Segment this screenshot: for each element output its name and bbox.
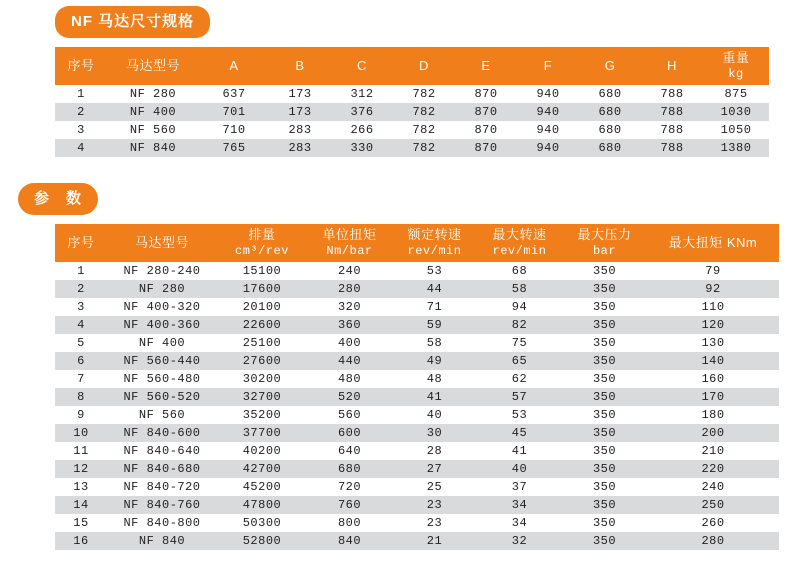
col-header-main: D [419, 57, 429, 73]
cell: 32700 [217, 388, 307, 406]
cell: 350 [562, 496, 647, 514]
cell: 37 [477, 478, 562, 496]
col-header-unit: rev/min [407, 243, 462, 258]
cell: 260 [647, 514, 779, 532]
section-title-label: 参 数 [18, 183, 98, 215]
table-row [55, 352, 779, 370]
cell: 58 [477, 280, 562, 298]
cell: 110 [647, 298, 779, 316]
cell: 350 [562, 388, 647, 406]
parameters-table-wrapper [55, 224, 779, 550]
table-row [55, 103, 769, 121]
cell: 58 [392, 334, 477, 352]
cell: 765 [199, 139, 269, 157]
table-row [55, 262, 779, 280]
cell: 940 [517, 85, 579, 103]
cell: NF 560-480 [107, 370, 217, 388]
cell: 280 [647, 532, 779, 550]
table-row [55, 442, 779, 460]
section-title-dimensions [55, 6, 210, 38]
cell: 27600 [217, 352, 307, 370]
cell: 1380 [703, 139, 769, 157]
cell: 350 [562, 334, 647, 352]
cell: 782 [393, 121, 455, 139]
col-header-main: 最大压力 [577, 227, 632, 242]
cell: 312 [331, 85, 393, 103]
col-header-main: F [543, 57, 553, 73]
cell: 49 [392, 352, 477, 370]
cell: 34 [477, 514, 562, 532]
cell: 6 [55, 352, 107, 370]
cell: 680 [579, 139, 641, 157]
table-row [55, 496, 779, 514]
cell: 680 [579, 121, 641, 139]
cell: 400 [307, 334, 392, 352]
cell: 788 [641, 121, 703, 139]
cell: 240 [307, 262, 392, 280]
cell: 9 [55, 406, 107, 424]
cell: NF 400 [107, 103, 199, 121]
col-header-main: 马达型号 [125, 57, 180, 73]
col-header [562, 224, 647, 262]
cell: NF 840-640 [107, 442, 217, 460]
cell: 3 [55, 298, 107, 316]
cell: 870 [455, 85, 517, 103]
cell: 350 [562, 352, 647, 370]
cell: 13 [55, 478, 107, 496]
cell: 788 [641, 139, 703, 157]
dimensions-table [55, 47, 769, 157]
cell: 65 [477, 352, 562, 370]
cell: 4 [55, 139, 107, 157]
col-header [269, 47, 331, 85]
cell: NF 280-240 [107, 262, 217, 280]
cell: 71 [392, 298, 477, 316]
cell: 350 [562, 442, 647, 460]
cell: 160 [647, 370, 779, 388]
col-header [579, 47, 641, 85]
table-row [55, 370, 779, 388]
cell: 710 [199, 121, 269, 139]
cell: 376 [331, 103, 393, 121]
cell: 10 [55, 424, 107, 442]
cell: 680 [579, 85, 641, 103]
col-header [703, 47, 769, 85]
cell: 800 [307, 514, 392, 532]
cell: 870 [455, 139, 517, 157]
col-header [55, 47, 107, 85]
table-row [55, 139, 769, 157]
cell: 350 [562, 514, 647, 532]
cell: 637 [199, 85, 269, 103]
cell: 12 [55, 460, 107, 478]
table-row [55, 406, 779, 424]
cell: 210 [647, 442, 779, 460]
cell: 57 [477, 388, 562, 406]
cell: 32 [477, 532, 562, 550]
col-header-main: 排量 [248, 227, 276, 242]
cell: 34 [477, 496, 562, 514]
table-header-row [55, 224, 779, 262]
cell: NF 400 [107, 334, 217, 352]
cell: 782 [393, 139, 455, 157]
cell: 68 [477, 262, 562, 280]
cell: NF 840 [107, 532, 217, 550]
cell: 760 [307, 496, 392, 514]
table-row [55, 121, 769, 139]
cell: 170 [647, 388, 779, 406]
cell: NF 840-760 [107, 496, 217, 514]
cell: 23 [392, 514, 477, 532]
cell: 173 [269, 85, 331, 103]
col-header-main: 马达型号 [134, 234, 189, 250]
cell: 5 [55, 334, 107, 352]
cell: 2 [55, 103, 107, 121]
cell: 782 [393, 103, 455, 121]
col-header-main: H [667, 57, 677, 73]
col-header-unit: bar [592, 243, 617, 258]
col-header [217, 224, 307, 262]
cell: NF 840-680 [107, 460, 217, 478]
cell: 240 [647, 478, 779, 496]
cell: 940 [517, 103, 579, 121]
cell: NF 560 [107, 406, 217, 424]
cell: 16 [55, 532, 107, 550]
col-header [331, 47, 393, 85]
col-header-main: 单位扭矩 [322, 227, 377, 242]
cell: 40 [392, 406, 477, 424]
cell: 2 [55, 280, 107, 298]
cell: 640 [307, 442, 392, 460]
cell: 280 [307, 280, 392, 298]
table-row [55, 424, 779, 442]
section-title-label: NF 马达尺寸规格 [55, 6, 210, 38]
col-header-main: 重量 [722, 50, 750, 65]
section-title-parameters [18, 183, 98, 215]
cell: 360 [307, 316, 392, 334]
col-header [107, 47, 199, 85]
cell: NF 840 [107, 139, 199, 157]
cell: 8 [55, 388, 107, 406]
cell: 350 [562, 370, 647, 388]
cell: 680 [579, 103, 641, 121]
cell: 40200 [217, 442, 307, 460]
cell: NF 560-440 [107, 352, 217, 370]
cell: 782 [393, 85, 455, 103]
col-header-main: 额定转速 [407, 227, 462, 242]
cell: 840 [307, 532, 392, 550]
table-row [55, 388, 779, 406]
table-row [55, 334, 779, 352]
col-header [199, 47, 269, 85]
cell: 140 [647, 352, 779, 370]
cell: 17600 [217, 280, 307, 298]
col-header [307, 224, 392, 262]
cell: 47800 [217, 496, 307, 514]
col-header-main: 最大转速 [492, 227, 547, 242]
cell: 25 [392, 478, 477, 496]
cell: 560 [307, 406, 392, 424]
cell: 48 [392, 370, 477, 388]
cell: NF 280 [107, 280, 217, 298]
dimensions-table-body [55, 85, 769, 157]
cell: NF 560-520 [107, 388, 217, 406]
cell: 788 [641, 85, 703, 103]
cell: 680 [307, 460, 392, 478]
cell: 25100 [217, 334, 307, 352]
cell: NF 560 [107, 121, 199, 139]
cell: 45 [477, 424, 562, 442]
cell: 52800 [217, 532, 307, 550]
cell: 7 [55, 370, 107, 388]
cell: 42700 [217, 460, 307, 478]
cell: 788 [641, 103, 703, 121]
cell: 20100 [217, 298, 307, 316]
col-header [455, 47, 517, 85]
col-header-main: 序号 [67, 57, 95, 73]
cell: 28 [392, 442, 477, 460]
cell: 350 [562, 406, 647, 424]
cell: 480 [307, 370, 392, 388]
cell: 870 [455, 103, 517, 121]
cell: 1050 [703, 121, 769, 139]
cell: 35200 [217, 406, 307, 424]
col-header [55, 224, 107, 262]
parameters-table-body [55, 262, 779, 550]
cell: 350 [562, 280, 647, 298]
cell: 50300 [217, 514, 307, 532]
cell: 940 [517, 121, 579, 139]
cell: 14 [55, 496, 107, 514]
cell: 44 [392, 280, 477, 298]
cell: 41 [477, 442, 562, 460]
cell: 200 [647, 424, 779, 442]
cell: 11 [55, 442, 107, 460]
cell: 41 [392, 388, 477, 406]
cell: 3 [55, 121, 107, 139]
table-row [55, 478, 779, 496]
cell: 15 [55, 514, 107, 532]
cell: 940 [517, 139, 579, 157]
col-header-main: A [229, 57, 239, 73]
cell: 1 [55, 262, 107, 280]
cell: 350 [562, 298, 647, 316]
table-row [55, 514, 779, 532]
cell: 283 [269, 139, 331, 157]
cell: 94 [477, 298, 562, 316]
col-header-main: 序号 [67, 234, 95, 250]
cell: 59 [392, 316, 477, 334]
cell: 75 [477, 334, 562, 352]
cell: 40 [477, 460, 562, 478]
col-header-unit: rev/min [492, 243, 547, 258]
cell: 22600 [217, 316, 307, 334]
cell: 30 [392, 424, 477, 442]
table-row [55, 298, 779, 316]
col-header [517, 47, 579, 85]
cell: 4 [55, 316, 107, 334]
table-row [55, 85, 769, 103]
col-header-main: B [295, 57, 305, 73]
cell: 720 [307, 478, 392, 496]
cell: NF 280 [107, 85, 199, 103]
cell: 283 [269, 121, 331, 139]
cell: 440 [307, 352, 392, 370]
col-header [393, 47, 455, 85]
cell: 350 [562, 532, 647, 550]
col-header [477, 224, 562, 262]
cell: 82 [477, 316, 562, 334]
cell: 350 [562, 478, 647, 496]
cell: 173 [269, 103, 331, 121]
cell: 600 [307, 424, 392, 442]
cell: 350 [562, 316, 647, 334]
col-header [107, 224, 217, 262]
cell: 21 [392, 532, 477, 550]
cell: 330 [331, 139, 393, 157]
cell: 320 [307, 298, 392, 316]
cell: 350 [562, 262, 647, 280]
cell: 350 [562, 424, 647, 442]
table-row [55, 316, 779, 334]
cell: 27 [392, 460, 477, 478]
cell: 180 [647, 406, 779, 424]
dimensions-table-wrapper [55, 47, 769, 157]
col-header-main: 最大扭矩 KNm [668, 234, 758, 250]
cell: 520 [307, 388, 392, 406]
cell: 266 [331, 121, 393, 139]
cell: 37700 [217, 424, 307, 442]
cell: NF 400-320 [107, 298, 217, 316]
table-row [55, 280, 779, 298]
col-header-main: G [604, 57, 616, 73]
cell: 79 [647, 262, 779, 280]
col-header [641, 47, 703, 85]
cell: 130 [647, 334, 779, 352]
cell: 92 [647, 280, 779, 298]
table-header-row [55, 47, 769, 85]
cell: NF 400-360 [107, 316, 217, 334]
cell: NF 840-720 [107, 478, 217, 496]
cell: 250 [647, 496, 779, 514]
cell: 45200 [217, 478, 307, 496]
col-header [647, 224, 779, 262]
cell: 53 [392, 262, 477, 280]
col-header [392, 224, 477, 262]
parameters-table [55, 224, 779, 550]
cell: 53 [477, 406, 562, 424]
cell: 870 [455, 121, 517, 139]
col-header-main: C [357, 57, 367, 73]
cell: 220 [647, 460, 779, 478]
cell: 15100 [217, 262, 307, 280]
cell: 350 [562, 460, 647, 478]
col-header-unit: kg [728, 66, 744, 81]
cell: 30200 [217, 370, 307, 388]
col-header-unit: cm³/rev [235, 243, 289, 258]
cell: 120 [647, 316, 779, 334]
col-header-unit: Nm/bar [326, 243, 373, 258]
cell: 701 [199, 103, 269, 121]
cell: 23 [392, 496, 477, 514]
cell: 1 [55, 85, 107, 103]
cell: NF 840-800 [107, 514, 217, 532]
table-row [55, 460, 779, 478]
table-row [55, 532, 779, 550]
col-header-main: E [481, 57, 491, 73]
cell: 875 [703, 85, 769, 103]
cell: 1030 [703, 103, 769, 121]
cell: 62 [477, 370, 562, 388]
cell: NF 840-600 [107, 424, 217, 442]
